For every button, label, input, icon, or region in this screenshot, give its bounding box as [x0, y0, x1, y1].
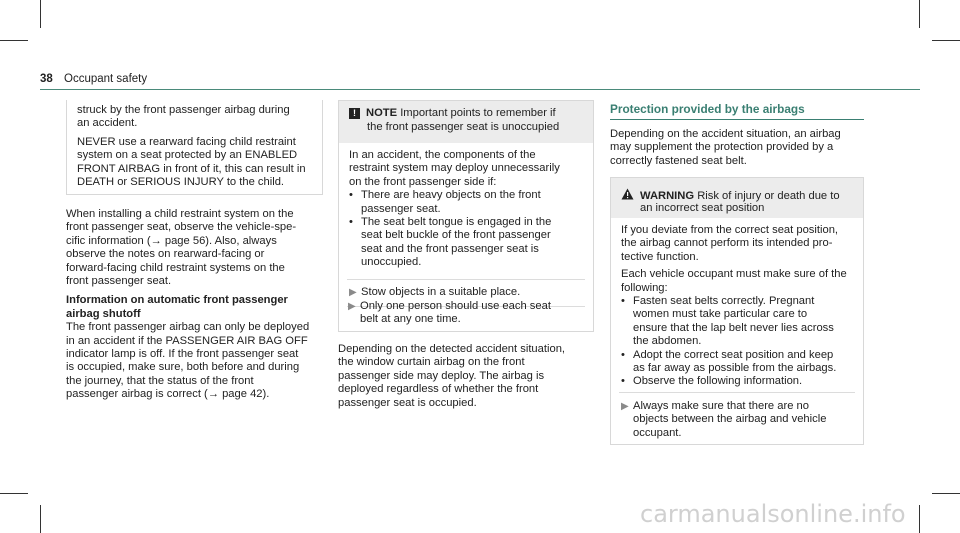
column-2-body: [338, 343, 598, 410]
warning-box-continuation: [66, 100, 323, 195]
bullet-icon: •: [349, 189, 353, 202]
box-text: [77, 104, 306, 189]
text-line: forward-facing child restraint systems on the: [66, 261, 285, 274]
text-line: occupant.: [633, 426, 682, 439]
text-line: passenger seat is occupied.: [338, 396, 477, 409]
text-line: front passenger seat.: [66, 275, 172, 288]
warning-title: Risk of injury or death due to: [697, 190, 840, 202]
arrow-right-icon: ▶: [349, 287, 357, 298]
text-line: passenger seat.: [361, 202, 441, 215]
bullet-icon: •: [621, 348, 625, 361]
text-line: front passenger seat, observe the vehicle-spe-: [66, 221, 297, 234]
text-line: ensure that the lap belt never lies across: [633, 321, 834, 334]
text-line: unoccupied.: [361, 256, 422, 269]
text-line: restraint system may deploy unnecessarily: [349, 162, 560, 175]
text-line: on the front passenger side if:: [349, 175, 497, 188]
text-line: indicator lamp is off. If the front passenger seat: [66, 348, 299, 361]
warning-box: [610, 177, 864, 445]
text-line: DEATH or SERIOUS INJURY to the child.: [77, 176, 285, 189]
warning-title: an incorrect seat position: [640, 202, 765, 214]
section-heading: Information on automatic front passenger: [66, 294, 288, 307]
text-line: deployed regardless of whether the front: [338, 383, 539, 396]
text-line: cific information (→ page 56). Also, always: [66, 234, 277, 247]
text-line: women must take particular care to: [633, 308, 808, 321]
warning-triangle-icon: [621, 188, 634, 200]
text-line: passenger airbag is correct (→ page 42).: [66, 388, 270, 401]
column-1-body: [66, 208, 326, 402]
crop-mark: [919, 505, 920, 533]
arrow-right-icon: ▶: [348, 301, 356, 312]
note-header: [339, 101, 593, 143]
crop-mark: [40, 0, 41, 28]
crop-mark: [0, 40, 28, 41]
text-line: following:: [621, 281, 668, 294]
list-item: • Observe the following information.: [621, 375, 803, 388]
bullet-icon: •: [621, 375, 625, 388]
crop-mark: [932, 40, 960, 41]
action-item: ▶ Only one person should use each seat belt at any one time.: [348, 300, 588, 327]
text-line: objects between the airbag and vehicle: [633, 413, 827, 426]
section-heading: Protection provided by the airbags: [610, 102, 805, 116]
action-item: ▶ Stow objects in a suitable place.: [349, 286, 521, 298]
divider: [619, 392, 855, 393]
note-box: [338, 100, 594, 332]
crop-mark: [919, 0, 920, 28]
text-line: passenger side may deploy. The airbag is: [338, 369, 545, 382]
list-item: • Fasten seat belts correctly. Pregnant: [621, 295, 815, 308]
text-line: observe the notes on rearward-facing or: [66, 248, 265, 261]
text-line: If you deviate from the correct seat position,: [621, 224, 839, 236]
warning-header: [611, 178, 863, 218]
note-label: NOTE: [366, 107, 398, 119]
arrow-right-icon: ▶: [621, 401, 629, 412]
text-line: FRONT AIRBAG in front of it, this can result in: [77, 162, 306, 175]
text-line: the window curtain airbag on the front: [338, 356, 525, 369]
text-line: in an accident if the PASSENGER AIR BAG OFF: [66, 334, 308, 347]
heading-rule: [610, 119, 864, 120]
warning-body: [621, 224, 861, 389]
text-line: Depending on the detected accident situation,: [338, 343, 566, 355]
text-line: belt at any one time.: [360, 313, 461, 326]
text-line: Each vehicle occupant must make sure of the: [621, 268, 847, 281]
text-line: The front passenger airbag can only be deployed: [66, 321, 310, 334]
header-rule: [40, 89, 920, 90]
text-line: the airbag cannot perform its intended pro-: [621, 237, 833, 250]
crop-mark: [40, 505, 41, 533]
text-line: as far away as possible from the airbags.: [633, 362, 837, 375]
note-title: the front passenger seat is unoccupied: [367, 121, 560, 133]
note-title: Important points to remember if: [400, 107, 556, 119]
text-line: seat and the front passenger seat is: [361, 242, 539, 255]
text-line: an accident.: [77, 117, 138, 130]
list-item: • Adopt the correct seat position and keep: [621, 348, 834, 361]
bullet-icon: •: [621, 295, 625, 308]
text-line: tective function.: [621, 250, 699, 263]
text-line: Depending on the accident situation, an airbag: [610, 128, 841, 140]
text-line: When installing a child restraint system on the: [66, 208, 294, 220]
text-line: the abdomen.: [633, 335, 702, 348]
column-3-intro: [610, 128, 870, 168]
crop-mark: [0, 493, 28, 494]
text-line: In an accident, the components of the: [349, 149, 536, 161]
crop-mark: [932, 493, 960, 494]
warning-label: WARNING: [640, 190, 695, 202]
text-line: the journey, that the status of the front: [66, 374, 254, 387]
text-line: system on a seat protected by an ENABLED: [77, 149, 298, 162]
note-body: [349, 149, 589, 270]
list-item: • The seat belt tongue is engaged in the: [349, 216, 552, 229]
text-line: may supplement the protection provided by a: [610, 141, 834, 154]
text-line: is occupied, make sure, both before and during: [66, 361, 300, 374]
bullet-icon: •: [349, 216, 353, 229]
section-heading: airbag shutoff: [66, 307, 141, 320]
watermark: carmanualsonline.info: [640, 500, 906, 528]
list-item: • There are heavy objects on the front: [349, 189, 541, 202]
action-item: ▶ Always make sure that there are no objects between the airbag and vehicle occupant.: [621, 400, 861, 440]
text-line: seat belt buckle of the front passenger: [361, 229, 551, 242]
page-number: 38: [40, 73, 53, 85]
divider: [347, 279, 585, 280]
note-icon: !: [349, 108, 360, 119]
breadcrumb: Occupant safety: [64, 73, 148, 85]
text-line: struck by the front passenger airbag during: [77, 104, 290, 116]
text-line: correctly fastened seat belt.: [610, 154, 747, 167]
text-line: NEVER use a rearward facing child restraint: [77, 135, 296, 148]
